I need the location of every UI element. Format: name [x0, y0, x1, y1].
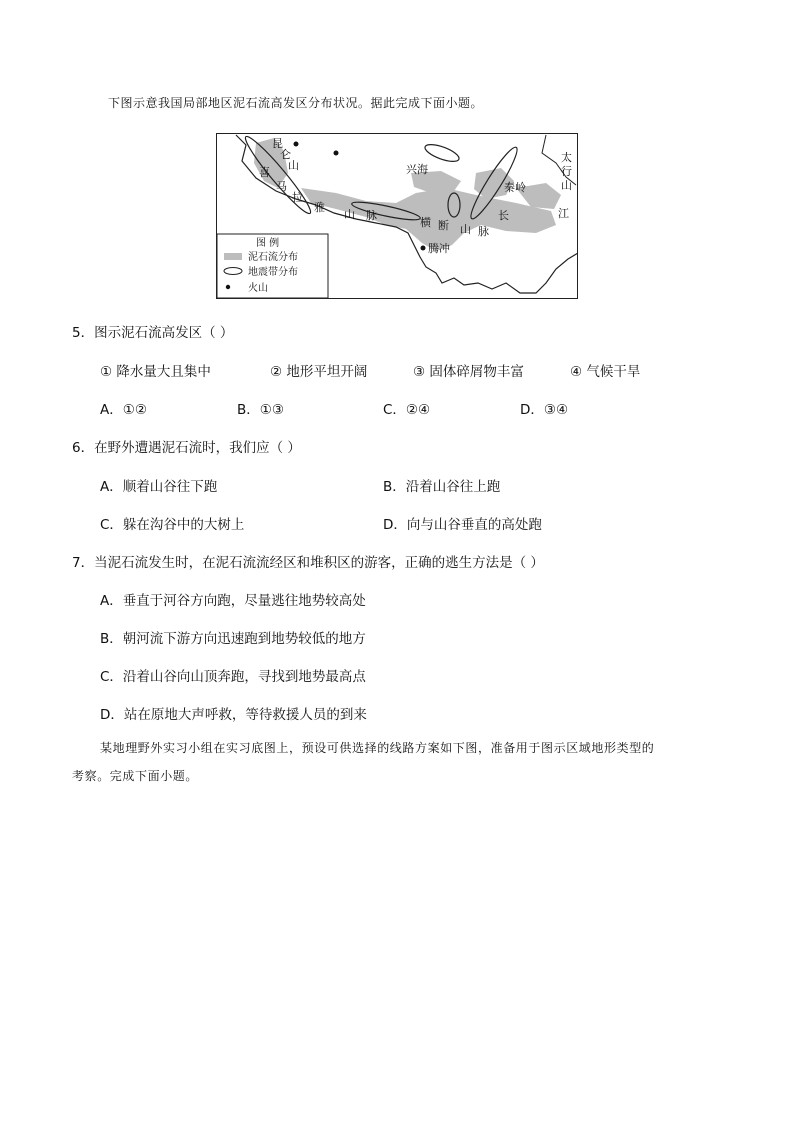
map-label: 雅 [314, 201, 325, 214]
map-label: 昆 [272, 137, 283, 150]
debris-flow-map [216, 133, 578, 299]
q5-statement-1: ① 降水量大且集中 [100, 364, 211, 380]
legend-title: 图 例 [256, 238, 280, 249]
map-label: 行 [561, 165, 572, 178]
map-label: 长 [498, 209, 509, 222]
map-label: 脉 [478, 225, 489, 238]
q6-option-d[interactable]: D．向与山谷垂直的高处跑 [383, 517, 542, 533]
volcano-icon [334, 151, 339, 156]
map-label: 脉 [366, 209, 377, 222]
intro-text-1: 下图示意我国局部地区泥石流高发区分布状况。据此完成下面小题。 [108, 96, 484, 110]
q5-option-a[interactable]: A．①② [100, 402, 147, 418]
map-label: 喜 [259, 166, 270, 179]
q6-option-c[interactable]: C．躲在沟谷中的大树上 [100, 517, 245, 533]
volcano-icon [421, 246, 426, 251]
map-label: 兴海 [406, 163, 428, 176]
volcano-icon [294, 142, 299, 147]
question-5-stem: 5．图示泥石流高发区（ ） [72, 325, 234, 341]
legend-volcano-icon [226, 285, 230, 289]
map-label: 拉 [292, 191, 303, 204]
map-label: 山 [288, 159, 299, 172]
map-label: 秦岭 [504, 181, 526, 194]
map-label: 山 [561, 179, 572, 192]
map-label: 太 [561, 151, 572, 164]
map-label: 断 [438, 219, 449, 232]
q7-option-d[interactable]: D．站在原地大声呼救，等待救援人员的到来 [100, 707, 367, 723]
map-label: 山 [460, 223, 471, 236]
intro-text-2-line-1: 某地理野外实习小组在实习底图上，预设可供选择的线路方案如下图，准备用于图示区域地形类型的 [100, 741, 655, 755]
q5-option-b[interactable]: B．①③ [237, 402, 284, 418]
q5-option-c[interactable]: C．②④ [383, 402, 431, 418]
map-label: 山 [344, 208, 355, 221]
map-label: 腾冲 [428, 242, 450, 255]
q5-statement-4: ④ 气候干旱 [570, 364, 641, 380]
q7-option-a[interactable]: A．垂直于河谷方向跑，尽量逃往地势较高处 [100, 593, 366, 609]
q6-option-a[interactable]: A．顺着山谷往下跑 [100, 479, 218, 495]
legend-item-seismic: 地震带分布 [248, 267, 298, 278]
map-legend [217, 234, 328, 298]
map-label: 江 [558, 207, 569, 220]
map-label: 仑 [280, 148, 291, 161]
q5-statement-2: ② 地形平坦开阔 [270, 364, 368, 380]
q5-option-d[interactable]: D．③④ [520, 402, 569, 418]
map-label: 马 [276, 180, 287, 193]
legend-item-debris: 泥石流分布 [248, 252, 298, 263]
intro-text-2-line-2: 考察。完成下面小题。 [72, 769, 199, 783]
question-6-stem: 6．在野外遭遇泥石流时，我们应（ ） [72, 440, 301, 456]
q5-statement-3: ③ 固体碎屑物丰富 [413, 364, 524, 380]
legend-item-volcano: 火山 [248, 283, 268, 294]
question-7-stem: 7．当泥石流发生时，在泥石流流经区和堆积区的游客，正确的逃生方法是（ ） [72, 555, 544, 571]
map-label: 横 [420, 216, 431, 229]
q7-option-c[interactable]: C．沿着山谷向山顶奔跑，寻找到地势最高点 [100, 669, 366, 685]
legend-debris-swatch [224, 253, 242, 260]
q7-option-b[interactable]: B．朝河流下游方向迅速跑到地势较低的地方 [100, 631, 366, 647]
q6-option-b[interactable]: B．沿着山谷往上跑 [383, 479, 501, 495]
